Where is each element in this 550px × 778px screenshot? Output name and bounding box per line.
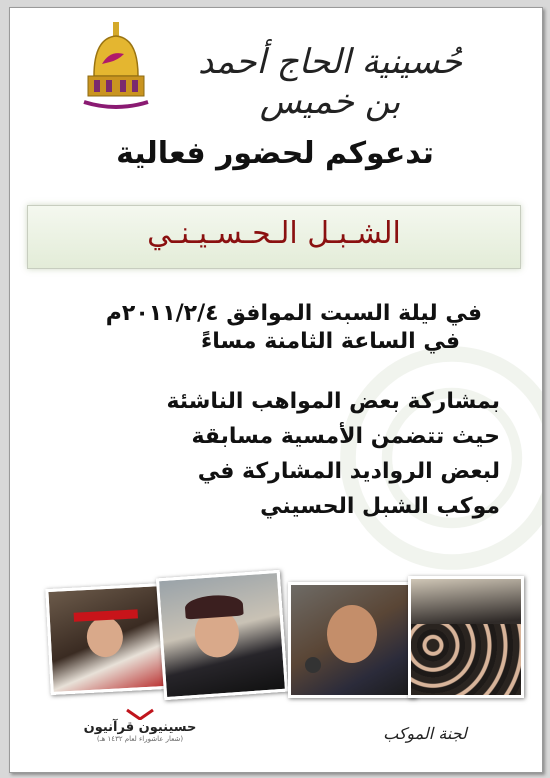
event-description — [50, 384, 500, 524]
brand-logo — [70, 708, 210, 753]
husseiniya-name-calligraphy: حُسينية الحاج أحمد بن خميس — [198, 42, 462, 122]
poster — [9, 7, 543, 773]
checkmark-logo-icon — [125, 708, 155, 720]
event-name-banner — [27, 205, 521, 269]
date-line: في ليلة السبت الموافق ٢٠١١/٢/٤م — [105, 301, 482, 326]
shrine-logo-icon — [80, 20, 152, 112]
photo-boy-with-microphone — [288, 582, 416, 698]
description-line: بمشاركة بعض المواهب الناشئة — [166, 389, 500, 414]
photo-child-with-red-headband — [45, 583, 168, 695]
brand-subtitle: (شعار عاشوراء لعام ١٤٣٢ هـ) — [96, 735, 184, 743]
event-name: الشـبـل الـحـسـيـنـي — [147, 216, 401, 251]
description-line: لبعض الرواديد المشاركة في — [197, 459, 500, 484]
invitation-heading: تدعوكم لحضور فعالية — [116, 136, 434, 171]
photo-child-with-cap — [156, 570, 288, 700]
committee-signature: لجنة الموكب — [383, 724, 467, 743]
photo-procession-crowd — [408, 576, 524, 698]
description-line: موكب الشبل الحسيني — [260, 494, 500, 519]
description-line: حيث تتضمن الأمسية مسابقة — [191, 424, 500, 449]
brand-name: حسينيون قرآنيون — [83, 720, 197, 735]
photo-collage — [48, 574, 518, 699]
event-details — [50, 300, 500, 356]
time-line: في الساعة الثامنة مساءً — [201, 329, 460, 354]
